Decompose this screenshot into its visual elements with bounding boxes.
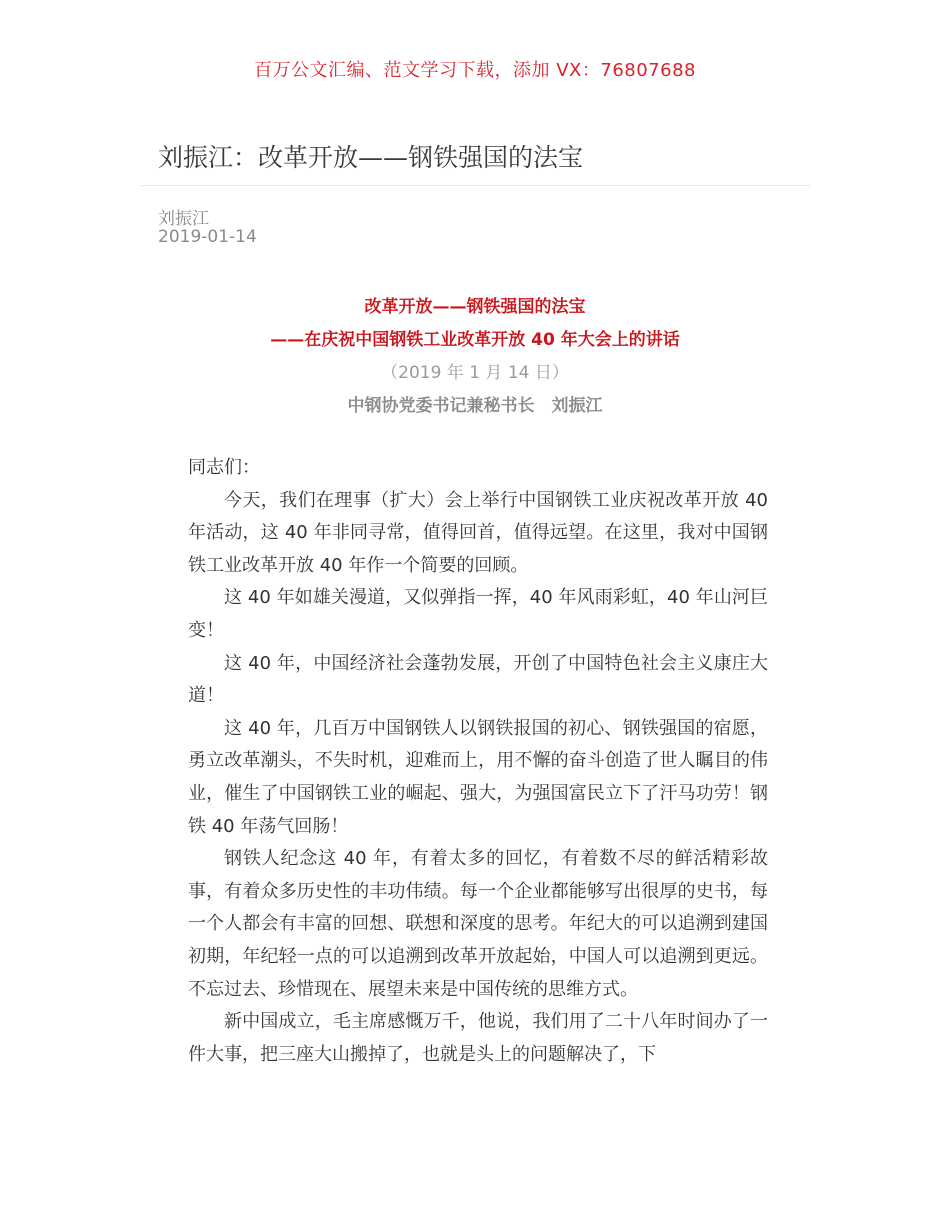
body-paragraph: 这 40 年，几百万中国钢铁人以钢铁报国的初心、钢铁强国的宿愿，勇立改革潮头，不失时机，迎难而上，用不懈的奋斗创造了世人瞩目的伟业，催生了中国钢铁工业的崛起、强大，为强国富民立下了汗马功劳！钢铁 40 年荡气回肠！ [188, 717, 768, 837]
article-body [188, 452, 768, 1071]
article-date: 2019-01-14 [158, 227, 257, 247]
speech-subtitle: ——在庆祝中国钢铁工业改革开放 40 年大会上的讲话 [270, 330, 680, 350]
title-divider [140, 185, 810, 186]
article-author: 刘振江 [158, 209, 209, 229]
article-title: 刘振江：改革开放——钢铁强国的法宝 [158, 143, 584, 172]
body-paragraph: 这 40 年如雄关漫道，又似弹指一挥，40 年风雨彩虹，40 年山河巨变！ [188, 587, 768, 641]
body-paragraph: 今天，我们在理事（扩大）会上举行中国钢铁工业庆祝改革开放 40 年活动，这 40 年非同寻常，值得回首，值得远望。在这里，我对中国钢铁工业改革开放 40 年作一个简要的回顾。 [188, 489, 768, 576]
salutation: 同志们： [188, 457, 260, 478]
speech-speaker: 中钢协党委书记兼秘书长 刘振江 [347, 396, 603, 416]
body-paragraph: 这 40 年，中国经济社会蓬勃发展，开创了中国特色社会主义康庄大道！ [188, 652, 768, 707]
speech-date: （2019 年 1 月 14 日） [381, 363, 569, 383]
promo-banner: 百万公文汇编、范文学习下载，添加 VX：76807688 [254, 60, 696, 81]
body-paragraph: 钢铁人纪念这 40 年，有着太多的回忆，有着数不尽的鲜活精彩故事，有着众多历史性的丰功伟绩。每一个企业都能够写出很厚的史书，每一个人都会有丰富的回想、联想和深度的思考。年纪大的可以追溯到建国初期，年纪轻一点的可以追溯到改革开放起始，中国人可以追溯到更远。不忘过去、珍惜现在、展望未来是中国传统的思维方式。 [188, 848, 768, 1000]
body-paragraph: 新中国成立，毛主席感慨万千，他说，我们用了二十八年时间办了一件大事，把三座大山搬掉了，也就是头上的问题解决了，下 [188, 1011, 768, 1065]
speech-title: 改革开放——钢铁强国的法宝 [364, 297, 586, 317]
